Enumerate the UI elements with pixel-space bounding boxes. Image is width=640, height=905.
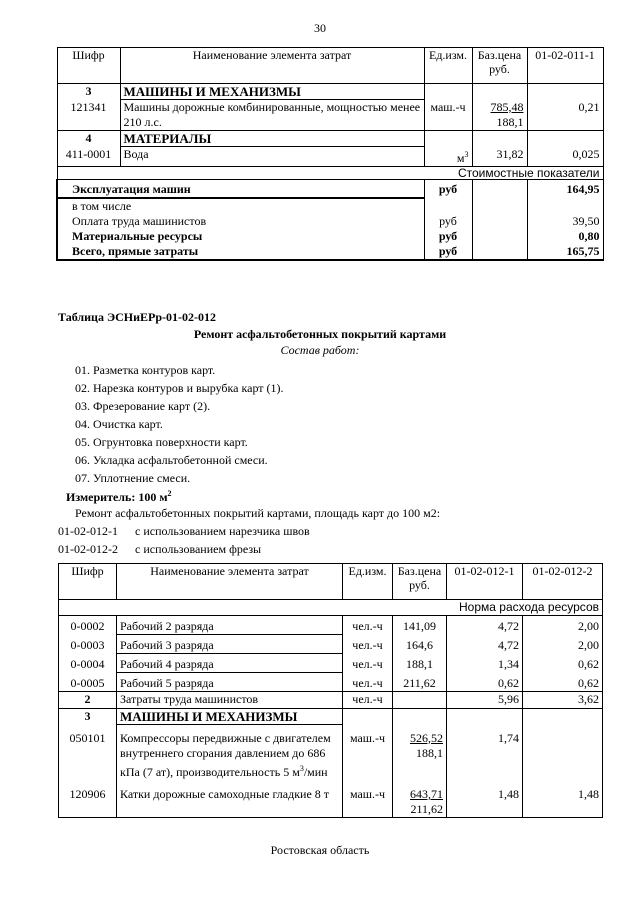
row-v2: 0,62 bbox=[523, 673, 603, 692]
section-title: Ремонт асфальтобетонных покрытий картами bbox=[193, 327, 447, 341]
table-row bbox=[59, 635, 603, 654]
row-v1: 4,72 bbox=[447, 635, 523, 654]
row-v2: 1,48 bbox=[523, 780, 603, 818]
row-number: 2 bbox=[59, 692, 117, 709]
table-row bbox=[59, 673, 603, 692]
summary-row bbox=[57, 198, 603, 214]
header-price: Баз.цена руб. bbox=[393, 564, 447, 600]
section-number: 3 bbox=[57, 84, 120, 100]
work-item: 04. Очистка карт. bbox=[75, 417, 163, 431]
row-v1: 4,72 bbox=[447, 616, 523, 635]
section-number: 3 bbox=[59, 709, 117, 725]
table-row bbox=[59, 616, 603, 635]
row-code: 121341 bbox=[57, 100, 120, 131]
row-price bbox=[393, 780, 447, 818]
summary-unit: руб bbox=[424, 229, 472, 244]
section-title: МАШИНЫ И МЕХАНИЗМЫ bbox=[120, 84, 424, 100]
summary-unit: руб bbox=[424, 244, 472, 260]
header-name: Наименование элемента затрат bbox=[120, 48, 424, 84]
row-unit: чел.-ч bbox=[343, 692, 393, 709]
header-col1: 01-02-012-1 bbox=[447, 564, 523, 600]
section-title: МАТЕРИАЛЫ bbox=[120, 131, 424, 147]
cost-indicators-row bbox=[57, 166, 603, 179]
row-v2: 3,62 bbox=[523, 692, 603, 709]
row-name: Затраты труда машинистов bbox=[117, 692, 343, 709]
meter-label: Измеритель: 100 $м^2$ bbox=[66, 489, 172, 504]
table-row bbox=[59, 780, 603, 818]
row-name: Компрессоры передвижные с двигателем внутреннего сгорания давлением до 686 кПа (7 ат), производительность 5 $м^3$/мин bbox=[117, 725, 343, 781]
summary-row bbox=[57, 229, 603, 244]
summary-value: 39,50 bbox=[527, 214, 603, 229]
row-unit: чел.-ч bbox=[343, 654, 393, 673]
row-code: 0-0004 bbox=[59, 654, 117, 673]
resource-table-2 bbox=[58, 563, 603, 818]
row-name: Вода bbox=[120, 147, 424, 167]
price-main: 643,71 bbox=[410, 787, 443, 801]
row-code: 411-0001 bbox=[57, 147, 120, 167]
row-code: 120906 bbox=[59, 780, 117, 818]
summary-row bbox=[57, 244, 603, 260]
variant-line: 01-02-012-2 с использованием фрезы bbox=[58, 542, 262, 556]
summary-name: Эксплуатация машин bbox=[57, 179, 424, 198]
row-v2: 2,00 bbox=[523, 635, 603, 654]
row-price: 211,62 bbox=[393, 673, 447, 692]
header-col1: 01-02-011-1 bbox=[527, 48, 603, 84]
row-value: 0,21 bbox=[527, 100, 603, 131]
page-number: 30 bbox=[314, 21, 326, 35]
table-row bbox=[57, 100, 603, 131]
row-v1: 1,48 bbox=[447, 780, 523, 818]
work-item: 06. Укладка асфальтобетонной смеси. bbox=[75, 453, 268, 467]
row-unit: чел.-ч bbox=[343, 635, 393, 654]
header-code: Шифр bbox=[57, 48, 120, 84]
row-unit: маш.-ч bbox=[343, 725, 393, 781]
row-unit: маш.-ч bbox=[424, 100, 472, 131]
section-number: 4 bbox=[57, 131, 120, 147]
header-col2: 01-02-012-2 bbox=[523, 564, 603, 600]
row-code: 050101 bbox=[59, 725, 117, 781]
price-wage: 188,1 bbox=[496, 114, 524, 129]
table2-header bbox=[59, 564, 603, 600]
row-price: 188,1 bbox=[393, 654, 447, 673]
row-code: 0-0005 bbox=[59, 673, 117, 692]
summary-value: 0,80 bbox=[527, 229, 603, 244]
section-row bbox=[57, 131, 603, 147]
row-name: Рабочий 5 разряда bbox=[117, 673, 343, 692]
composition-heading: Состав работ: bbox=[280, 343, 360, 357]
norm-row bbox=[59, 600, 603, 616]
row-name: Рабочий 3 разряда bbox=[117, 635, 343, 654]
summary-unit: руб bbox=[424, 214, 472, 229]
description: Ремонт асфальтобетонных покрытий картами, площадь карт до 100 м2: bbox=[75, 506, 441, 520]
row-price: 141,09 bbox=[393, 616, 447, 635]
price-wage: 188,1 bbox=[416, 745, 443, 760]
table-row bbox=[59, 654, 603, 673]
table-id: Таблица ЭСНиЕРр-01-02-012 bbox=[58, 310, 217, 324]
cost-indicators-label: Стоимостные показатели bbox=[57, 166, 603, 179]
row-name: Машины дорожные комбинированные, мощностью менее 210 л.с. bbox=[120, 100, 424, 131]
row-code: 0-0003 bbox=[59, 635, 117, 654]
row-unit: чел.-ч bbox=[343, 673, 393, 692]
row-price bbox=[472, 100, 527, 131]
table-row bbox=[59, 725, 603, 781]
row-price: 164,6 bbox=[393, 635, 447, 654]
header-unit: Ед.изм. bbox=[343, 564, 393, 600]
price-main: 785,48 bbox=[490, 99, 524, 114]
price-main: 526,52 bbox=[410, 730, 443, 745]
row-v1: 1,74 bbox=[447, 725, 523, 781]
summary-row bbox=[57, 179, 603, 198]
table-row bbox=[57, 147, 603, 167]
summary-value: 164,95 bbox=[527, 179, 603, 198]
row-name: Катки дорожные самоходные гладкие 8 т bbox=[117, 780, 343, 818]
row-v1: 5,96 bbox=[447, 692, 523, 709]
header-name: Наименование элемента затрат bbox=[117, 564, 343, 600]
page-footer: Ростовская область bbox=[270, 843, 370, 857]
summary-row bbox=[57, 214, 603, 229]
section-row bbox=[57, 84, 603, 100]
norm-label: Норма расхода ресурсов bbox=[59, 600, 603, 616]
row-value: 0,025 bbox=[527, 147, 603, 167]
summary-name: Материальные ресурсы bbox=[57, 229, 424, 244]
price-wage: 211,62 bbox=[410, 802, 443, 816]
header-unit: Ед.изм. bbox=[424, 48, 472, 84]
section-row bbox=[59, 709, 603, 725]
row-price bbox=[393, 725, 447, 781]
work-item: 03. Фрезерование карт (2). bbox=[75, 399, 211, 413]
labor-row bbox=[59, 692, 603, 709]
summary-name: Оплата труда машинистов bbox=[57, 214, 424, 229]
row-price: 31,82 bbox=[472, 147, 527, 167]
header-code: Шифр bbox=[59, 564, 117, 600]
row-unit: чел.-ч bbox=[343, 616, 393, 635]
work-item: 01. Разметка контуров карт. bbox=[75, 363, 216, 377]
row-name: Рабочий 2 разряда bbox=[117, 616, 343, 635]
variant-line: 01-02-012-1 с использованием нарезчика швов bbox=[58, 524, 310, 538]
work-item: 02. Нарезка контуров и вырубка карт (1). bbox=[75, 381, 284, 395]
row-v2 bbox=[523, 725, 603, 781]
row-code: 0-0002 bbox=[59, 616, 117, 635]
header-price: Баз.цена руб. bbox=[472, 48, 527, 84]
row-unit: маш.-ч bbox=[343, 780, 393, 818]
row-v1: 1,34 bbox=[447, 654, 523, 673]
summary-name: в том числе bbox=[57, 198, 424, 214]
work-item: 07. Уплотнение смеси. bbox=[75, 471, 191, 485]
row-v2: 0,62 bbox=[523, 654, 603, 673]
row-v2: 2,00 bbox=[523, 616, 603, 635]
section-title: МАШИНЫ И МЕХАНИЗМЫ bbox=[117, 709, 343, 725]
summary-name: Всего, прямые затраты bbox=[57, 244, 424, 260]
row-name: Рабочий 4 разряда bbox=[117, 654, 343, 673]
summary-unit: руб bbox=[424, 179, 472, 198]
row-v1: 0,62 bbox=[447, 673, 523, 692]
summary-value: 165,75 bbox=[527, 244, 603, 260]
row-unit: $м^3$ bbox=[424, 147, 472, 167]
resource-table-1 bbox=[56, 47, 604, 261]
work-item: 05. Огрунтовка поверхности карт. bbox=[75, 435, 248, 449]
table1-header bbox=[57, 48, 603, 84]
